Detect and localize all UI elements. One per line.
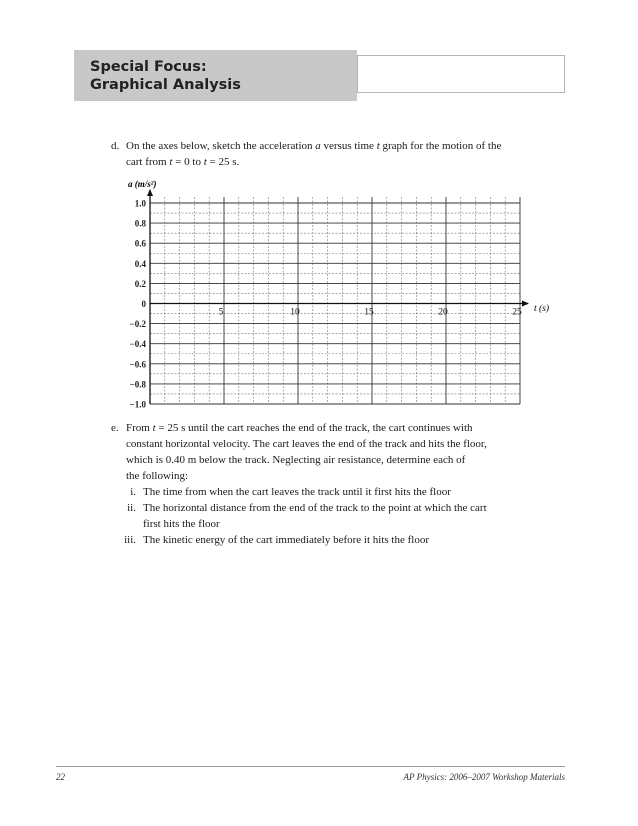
y-tick-label: 0.8	[134, 218, 146, 229]
header-box	[357, 55, 565, 93]
item-number: i.	[130, 486, 136, 498]
header-line-1: Special Focus:	[90, 59, 207, 75]
y-tick-label: −1.0	[129, 399, 146, 410]
footer-rule	[56, 766, 565, 767]
section-header	[74, 50, 357, 101]
y-axis-arrow	[147, 189, 153, 196]
item-number: ii.	[127, 502, 136, 514]
x-axis-label: t (s)	[534, 304, 550, 314]
item-text: The horizontal distance from the end of the track to the point at which the cart	[143, 502, 487, 514]
part-e-line-1: From t = 25 s until the cart reaches the end of the track, the cart continues with	[126, 422, 473, 434]
tick-labels	[130, 199, 522, 410]
footer-title: AP Physics: 2006–2007 Workshop Materials	[403, 772, 565, 782]
item-text: The time from when the cart leaves the track until it first hits the floor	[143, 486, 451, 498]
y-tick-label: 0.4	[134, 258, 146, 269]
part-e-label: e.	[111, 422, 119, 434]
grid-minor	[150, 197, 520, 404]
x-tick-label: 15	[364, 307, 374, 318]
part-e-line-2: constant horizontal velocity. The cart leaves the end of the track and hits the floor,	[126, 438, 487, 450]
x-axis-arrow	[522, 301, 529, 307]
y-tick-label: 0.6	[134, 238, 146, 249]
y-axis-label: a (m/s²)	[128, 179, 157, 189]
part-e-line-3: which is 0.40 m below the track. Neglecting air resistance, determine each of	[126, 454, 466, 466]
y-tick-label: −0.4	[129, 339, 146, 350]
axes	[147, 189, 529, 404]
y-tick-label: −0.6	[129, 359, 146, 370]
item-text: The kinetic energy of the cart immediately before it hits the floor	[143, 534, 429, 546]
y-tick-label: 1.0	[134, 198, 146, 209]
y-tick-label: −0.8	[129, 379, 146, 390]
item-number: iii.	[124, 534, 136, 546]
part-d-line-2: cart from t = 0 to t = 25 s.	[126, 156, 240, 168]
x-tick-label: 25	[512, 307, 522, 318]
item-text: first hits the floor	[143, 518, 220, 530]
x-tick-label: 20	[438, 307, 448, 318]
y-tick-label: 0.2	[134, 278, 146, 289]
x-tick-label: 10	[290, 307, 300, 318]
y-tick-label: 0	[141, 299, 146, 309]
part-e-line-4: the following:	[126, 470, 189, 482]
page-number: 22	[56, 772, 65, 782]
y-tick-label: −0.2	[129, 319, 146, 330]
grid-major	[150, 197, 520, 404]
part-d-line-1: On the axes below, sketch the acceleration a versus time t graph for the motion of the	[126, 140, 502, 152]
x-tick-label: 5	[218, 307, 224, 318]
part-d-label: d.	[111, 140, 120, 152]
header-line-2: Graphical Analysis	[90, 77, 241, 93]
